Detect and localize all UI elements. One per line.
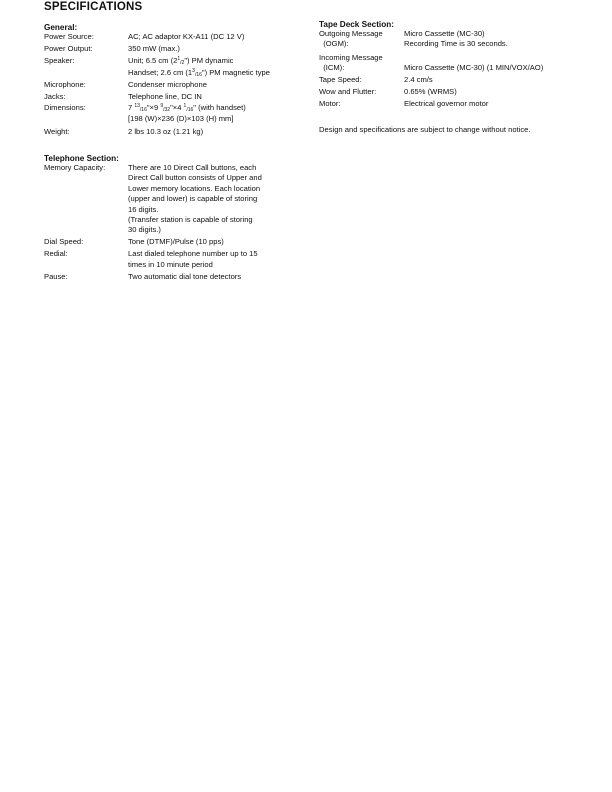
tape-deck-heading: Tape Deck Section: [319,20,394,29]
icm-row [319,53,579,74]
microphone-label: Microphone: [44,79,86,89]
design-change-note: Design and specifications are subject to change without notice. [319,125,531,134]
memory-label: Memory Capacity: [44,163,106,172]
power-output-row [44,44,294,54]
power-source-value: AC; AC adaptor KX-A11 (DC 12 V) [128,32,245,41]
icm-value: Micro Cassette (MC-30) (1 MIN/VOX/AO) [404,63,544,73]
power-source-label: Power Source: [44,32,94,41]
microphone-row [44,80,294,90]
redial-line: times in 10 minute period [128,259,213,269]
wow-label: Wow and Flutter: [319,87,377,97]
memory-line: (upper and lower) is capable of storing [128,194,258,204]
memory-line: Direct Call button consists of Upper and [128,173,262,183]
jacks-label: Jacks: [44,91,66,101]
dimensions-metric-value: [198 (W)×236 (D)×103 (H) mm] [128,113,234,123]
motor-label: Motor: [319,98,341,108]
power-output-value: 350 mW (max.) [128,43,180,53]
redial-label: Redial: [44,249,68,259]
wow-value: 0.65% (WRMS) [404,87,457,97]
dial-speed-row [44,237,294,247]
wow-row [319,87,579,97]
motor-row [319,99,579,109]
speaker-handset-value: Handset; 2.6 cm $(1^3_{/16}")$ PM magnetic type [128,67,271,78]
icm-label: Incoming Message (ICM): [319,52,383,73]
dial-speed-label: Dial Speed: [44,237,84,247]
motor-value: Electrical governor motor [404,98,489,108]
redial-row [44,249,294,270]
pause-value: Two automatic dial tone detectors [128,271,242,281]
tape-speed-value: 2.4 cm/s [404,75,433,85]
dimensions-row [44,103,294,124]
ogm-value: Micro Cassette (MC-30) [404,29,485,38]
general-section [44,23,294,138]
general-heading: General: [44,23,78,32]
weight-label: Weight: [44,127,70,137]
microphone-value: Condenser microphone [128,79,207,89]
page-title: SPECIFICATIONS [44,1,143,13]
telephone-section [44,154,294,282]
pause-row [44,272,294,282]
memory-line: Lower memory locations. Each location [128,183,261,193]
ogm-value: Recording Time is 30 seconds. [404,39,508,49]
memory-line: There are 10 Direct Call buttons, each [128,163,257,172]
tape-speed-row [319,75,579,85]
weight-row [44,127,294,137]
speaker-unit-value: Unit; 6.5 cm $(2^1_{/2}")$ PM dynamic [128,55,234,66]
ogm-row [319,29,579,50]
tape-deck-section [319,20,579,109]
jacks-row [44,92,294,102]
weight-value: 2 lbs 10.3 oz (1.21 kg) [128,127,204,137]
dimensions-label: Dimensions: [44,103,86,113]
pause-label: Pause: [44,271,68,281]
telephone-heading: Telephone Section: [44,154,119,163]
ogm-label: Outgoing Message (OGM): [319,29,383,49]
power-output-label: Power Output: [44,43,93,53]
dimensions-inch-value: 7 $^{13}_{/16}$"×9 $^9_{/32}$"×4 $^1_{/16}$" (with handset) [128,103,246,114]
tape-speed-label: Tape Speed: [319,75,362,85]
memory-line: (Transfer station is capable of storing [128,215,253,225]
redial-line: Last dialed telephone number up to 15 [128,249,258,259]
jacks-value: Telephone line, DC IN [128,91,202,101]
speaker-row [44,56,294,78]
power-source-row [44,32,294,42]
speaker-label: Speaker: [44,55,75,65]
memory-row [44,163,294,236]
memory-line: 16 digits. [128,204,159,214]
memory-line: 30 digits.) [128,225,161,235]
dial-speed-value: Tone (DTMF)/Pulse (10 pps) [128,237,224,247]
